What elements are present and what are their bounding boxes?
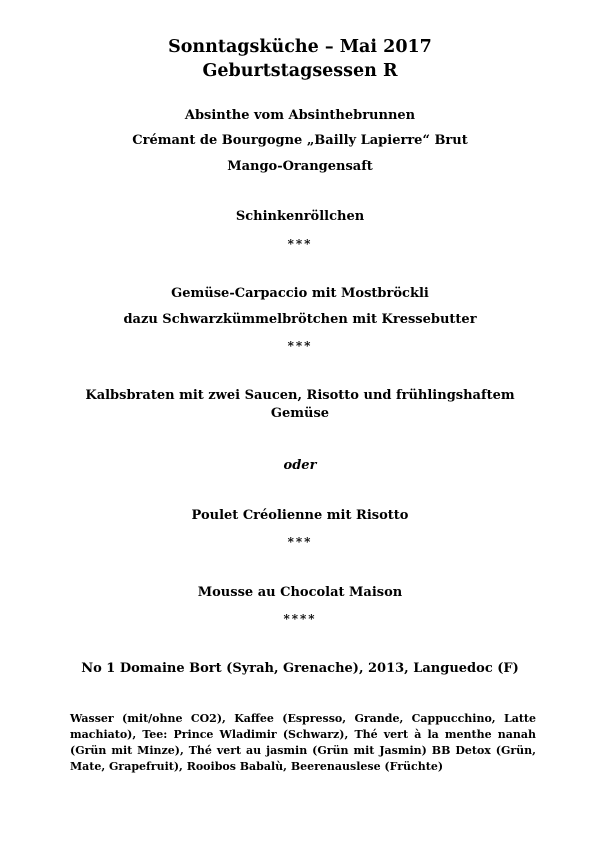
main-option2: Poulet Créolienne mit Risotto [191, 508, 409, 523]
main-option1-line1: Kalbsbraten mit zwei Saucen, Risotto und frühlingshaftem [85, 388, 515, 403]
course2-side: dazu Schwarzkümmelbrötchen mit Kressebutter [123, 312, 477, 327]
course1-dish: Schinkenröllchen [235, 209, 365, 224]
dessert-separator: **** [283, 612, 317, 626]
main-option1-line2: Gemüse [270, 406, 330, 421]
wine-line: No 1 Domaine Bort (Syrah, Grenache), 2013, Languedoc (F) [81, 661, 519, 676]
drinks-paragraph: Wasser (mit/ohne CO2), Kaffee (Espresso, Grande, Cappucchino, Latte machiato), Tee: Prince Wladimir (Schwarz), Thé vert à la menthe nanah (Grün mit Minze), Thé vert au jasmin (Grün mit Jasmin) BB Detox (Grün, Mate, Grapefruit), Rooibos Babalù, Beerenauslese (Früchte) [70, 712, 536, 773]
course2-dish: Gemüse-Carpaccio mit Mostbröckli [171, 286, 429, 301]
aperitif-item: Crémant de Bourgogne „Bailly Lapierre“ Brut [132, 133, 468, 148]
dessert-dish: Mousse au Chocolat Maison [197, 585, 403, 600]
or-label: oder [283, 458, 317, 473]
menu-title: Sonntagsküche – Mai 2017 [168, 37, 432, 57]
course-separator: *** [287, 339, 313, 353]
course-separator: *** [287, 237, 313, 251]
aperitif-item: Mango-Orangensaft [227, 159, 373, 174]
menu-subtitle: Geburtstagsessen R [202, 61, 398, 81]
aperitif-item: Absinthe vom Absinthebrunnen [184, 108, 416, 123]
course-separator: *** [287, 535, 313, 549]
